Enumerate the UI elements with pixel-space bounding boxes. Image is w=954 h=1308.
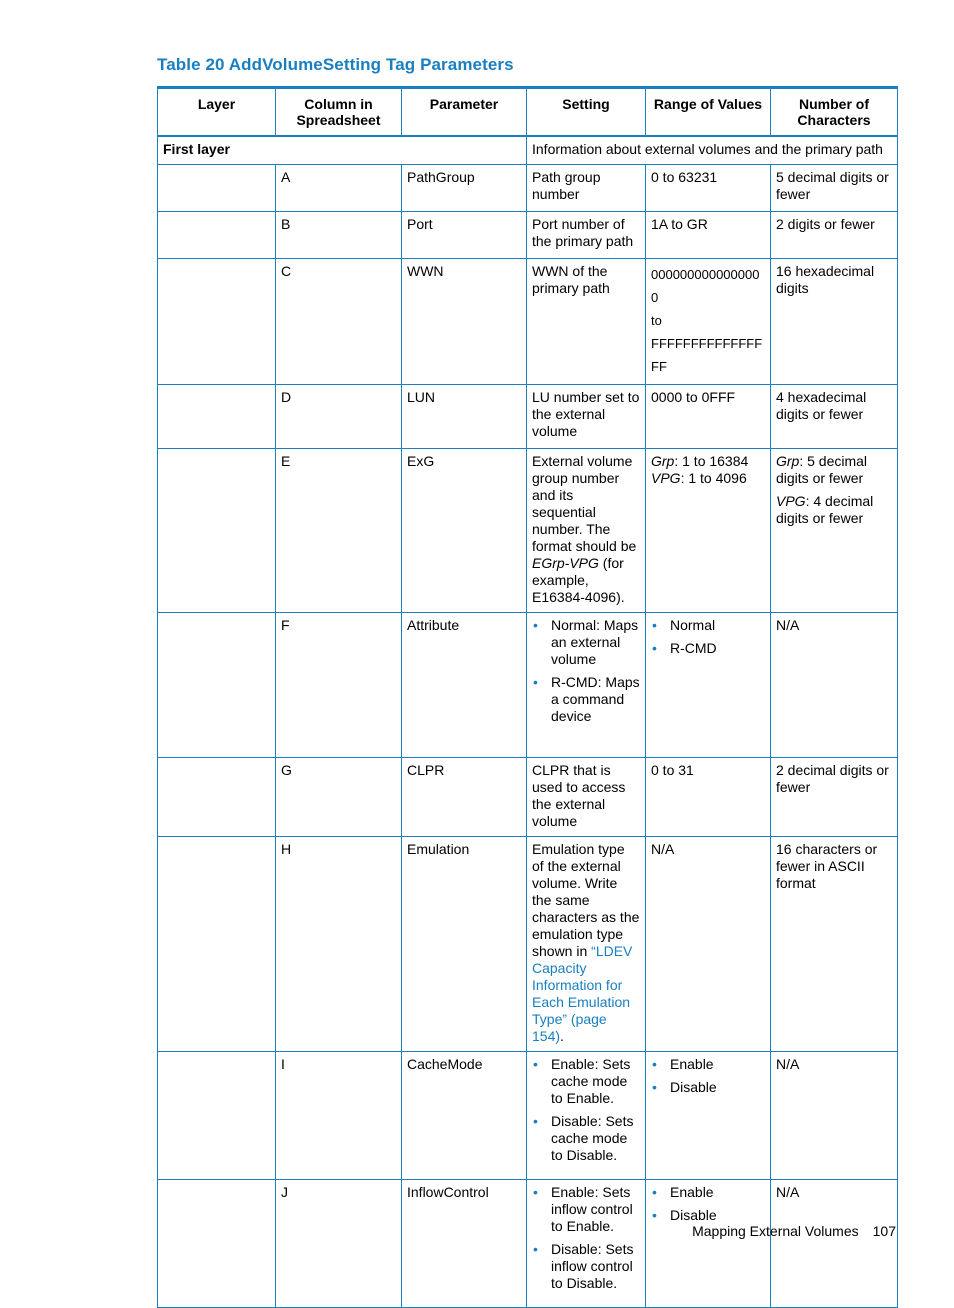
chars-line: VPG: 4 decimal digits or fewer bbox=[776, 493, 874, 526]
column-cell: A bbox=[276, 165, 402, 212]
column-cell: I bbox=[276, 1052, 402, 1180]
range-list bbox=[651, 1184, 765, 1224]
range-line-ital: VPG bbox=[651, 470, 681, 486]
range-line: VPG: 1 to 4096 bbox=[651, 470, 747, 486]
layer-cell bbox=[158, 837, 276, 1052]
first-layer-label: First layer bbox=[158, 136, 527, 165]
header-setting: Setting bbox=[527, 88, 646, 137]
range-cell bbox=[646, 449, 771, 613]
list-item: • Enable: Sets inflow control to Enable. bbox=[551, 1184, 640, 1235]
column-cell: G bbox=[276, 758, 402, 837]
setting-cell bbox=[527, 1180, 646, 1308]
setting-cell: Emulation type of the external volume. Write the same characters as the emulation type shown in “LDEV Capacity Information for Each Emulation Type” (page 154). bbox=[527, 837, 646, 1052]
range-cell: 1A to GR bbox=[646, 212, 771, 259]
range-cell bbox=[646, 259, 771, 385]
header-parameter: Parameter bbox=[402, 88, 527, 137]
chars-cell: 5 decimal digits or fewer bbox=[771, 165, 898, 212]
layer-cell bbox=[158, 449, 276, 613]
list-item: • R-CMD bbox=[670, 640, 765, 657]
chars-cell: 16 characters or fewer in ASCII format bbox=[771, 837, 898, 1052]
setting-cell: Port number of the primary path bbox=[527, 212, 646, 259]
column-cell: F bbox=[276, 613, 402, 758]
parameter-cell: CLPR bbox=[402, 758, 527, 837]
table-row bbox=[158, 165, 898, 212]
setting-cell: CLPR that is used to access the external volume bbox=[527, 758, 646, 837]
column-cell: C bbox=[276, 259, 402, 385]
column-cell: B bbox=[276, 212, 402, 259]
range-cell bbox=[646, 1180, 771, 1308]
range-cell bbox=[646, 613, 771, 758]
layer-cell bbox=[158, 1052, 276, 1180]
column-cell: H bbox=[276, 837, 402, 1052]
table-row bbox=[158, 385, 898, 449]
range-cell: 0 to 31 bbox=[646, 758, 771, 837]
range-cell bbox=[646, 1052, 771, 1180]
range-line: Grp: 1 to 16384 bbox=[651, 453, 749, 469]
column-cell: E bbox=[276, 449, 402, 613]
table-header-row bbox=[158, 88, 898, 137]
header-column: Column in Spreadsheet bbox=[276, 88, 402, 137]
list-item: • R-CMD: Maps a command device bbox=[551, 674, 640, 725]
page-number: 107 bbox=[872, 1223, 896, 1239]
header-layer: Layer bbox=[158, 88, 276, 137]
table-row bbox=[158, 1180, 898, 1308]
range-line: FFFFFFFFFFFFFFFF bbox=[651, 336, 763, 374]
list-item: • Disable bbox=[670, 1207, 765, 1224]
list-item: • Disable: Sets inflow control to Disable. bbox=[551, 1241, 640, 1292]
chars-line-ital: Grp bbox=[776, 453, 800, 469]
setting-cell: External volume group number and its sequential number. The format should be EGrp-VPG (for example, E16384-4096). bbox=[527, 449, 646, 613]
chars-cell: N/A bbox=[771, 613, 898, 758]
table-row bbox=[158, 1052, 898, 1180]
range-line-ital: Grp bbox=[651, 453, 675, 469]
cross-reference-link[interactable]: “LDEV Capacity Information for Each Emulation Type” (page 154) bbox=[532, 943, 633, 1044]
table-row bbox=[158, 837, 898, 1052]
chars-cell bbox=[771, 449, 898, 613]
setting-list bbox=[532, 617, 640, 725]
range-line: to bbox=[651, 313, 662, 328]
parameter-cell: PathGroup bbox=[402, 165, 527, 212]
setting-cell: LU number set to the external volume bbox=[527, 385, 646, 449]
column-cell: J bbox=[276, 1180, 402, 1308]
chars-line-ital: VPG bbox=[776, 493, 806, 509]
parameter-cell: LUN bbox=[402, 385, 527, 449]
addvolumesetting-parameters-table bbox=[157, 86, 898, 1308]
chars-cell: N/A bbox=[771, 1052, 898, 1180]
parameter-cell: WWN bbox=[402, 259, 527, 385]
header-range: Range of Values bbox=[646, 88, 771, 137]
footer-section: Mapping External Volumes bbox=[692, 1223, 859, 1239]
page-footer bbox=[600, 1223, 896, 1239]
chars-cell: 16 hexadecimal digits bbox=[771, 259, 898, 385]
header-chars: Number of Characters bbox=[771, 88, 898, 137]
range-cell: 0000 to 0FFF bbox=[646, 385, 771, 449]
parameter-cell: ExG bbox=[402, 449, 527, 613]
layer-cell bbox=[158, 385, 276, 449]
list-item: • Enable bbox=[670, 1056, 765, 1073]
list-item: • Disable bbox=[670, 1079, 765, 1096]
first-layer-row bbox=[158, 136, 898, 165]
range-line: 0000000000000000 bbox=[651, 267, 760, 305]
chars-cell: 2 decimal digits or fewer bbox=[771, 758, 898, 837]
list-item: • Disable: Sets cache mode to Disable. bbox=[551, 1113, 640, 1164]
table-row bbox=[158, 259, 898, 385]
parameter-cell: CacheMode bbox=[402, 1052, 527, 1180]
layer-cell bbox=[158, 758, 276, 837]
range-list bbox=[651, 617, 765, 657]
parameter-cell: Port bbox=[402, 212, 527, 259]
range-cell: N/A bbox=[646, 837, 771, 1052]
table-row bbox=[158, 449, 898, 613]
chars-line: Grp: 5 decimal digits or fewer bbox=[776, 453, 868, 486]
range-cell: 0 to 63231 bbox=[646, 165, 771, 212]
list-item: • Enable bbox=[670, 1184, 765, 1201]
setting-cell: WWN of the primary path bbox=[527, 259, 646, 385]
layer-cell bbox=[158, 259, 276, 385]
list-item: • Enable: Sets cache mode to Enable. bbox=[551, 1056, 640, 1107]
range-list bbox=[651, 1056, 765, 1096]
chars-cell: 2 digits or fewer bbox=[771, 212, 898, 259]
format-text: EGrp-VPG bbox=[532, 555, 599, 571]
setting-list bbox=[532, 1056, 640, 1164]
table-caption: Table 20 AddVolumeSetting Tag Parameters bbox=[157, 55, 514, 74]
chars-cell: N/A bbox=[771, 1180, 898, 1308]
parameter-cell: InflowControl bbox=[402, 1180, 527, 1308]
layer-cell bbox=[158, 613, 276, 758]
setting-cell bbox=[527, 613, 646, 758]
table-row bbox=[158, 613, 898, 758]
column-cell: D bbox=[276, 385, 402, 449]
parameter-cell: Emulation bbox=[402, 837, 527, 1052]
first-layer-description: Information about external volumes and the primary path bbox=[527, 136, 898, 165]
layer-cell bbox=[158, 165, 276, 212]
layer-cell bbox=[158, 212, 276, 259]
chars-cell: 4 hexadecimal digits or fewer bbox=[771, 385, 898, 449]
table-row bbox=[158, 212, 898, 259]
parameter-cell: Attribute bbox=[402, 613, 527, 758]
list-item: • Normal bbox=[670, 617, 765, 634]
layer-cell bbox=[158, 1180, 276, 1308]
list-item: • Normal: Maps an external volume bbox=[551, 617, 640, 668]
table-row bbox=[158, 758, 898, 837]
setting-cell bbox=[527, 1052, 646, 1180]
setting-cell: Path group number bbox=[527, 165, 646, 212]
